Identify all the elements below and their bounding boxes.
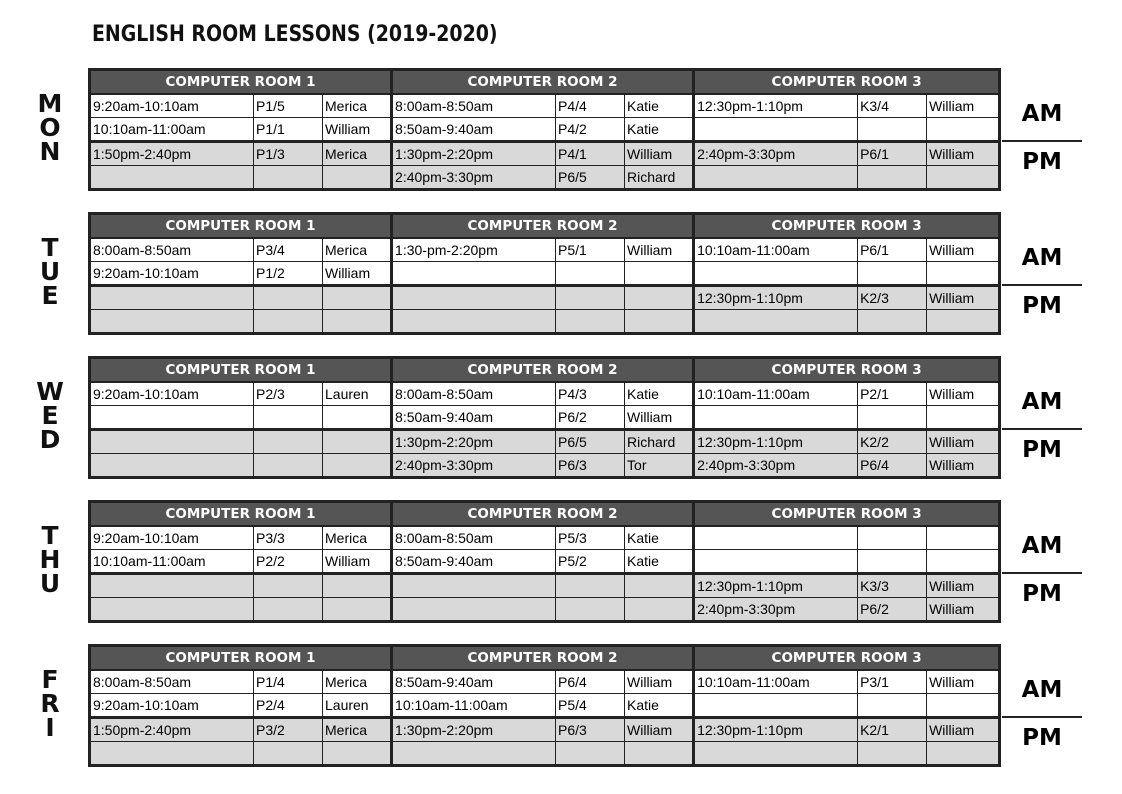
am-pm-divider bbox=[1002, 284, 1082, 286]
time-cell: 1:50pm-2:40pm bbox=[90, 718, 254, 742]
teacher-cell bbox=[323, 430, 392, 454]
time-cell: 8:00am-8:50am bbox=[392, 382, 556, 406]
day-label: F R I bbox=[40, 665, 60, 742]
teacher-cell bbox=[927, 550, 1000, 574]
teacher-cell: William bbox=[927, 142, 1000, 166]
time-cell: 1:50pm-2:40pm bbox=[90, 142, 254, 166]
time-cell: 10:10am-11:00am bbox=[90, 118, 254, 142]
am-pm-labels bbox=[1002, 212, 1082, 319]
teacher-cell bbox=[323, 574, 392, 598]
time-cell: 2:40pm-3:30pm bbox=[694, 454, 858, 478]
teacher-cell bbox=[927, 694, 1000, 718]
time-cell bbox=[90, 574, 254, 598]
day-block-mon bbox=[0, 68, 1122, 185]
room-header: COMPUTER ROOM 3 bbox=[694, 358, 1000, 383]
am-label: AM bbox=[1021, 245, 1063, 271]
time-cell bbox=[90, 166, 254, 190]
page-title: ENGLISH ROOM LESSONS (2019-2020) bbox=[92, 22, 498, 47]
class-cell: K3/3 bbox=[858, 574, 927, 598]
room-header: COMPUTER ROOM 2 bbox=[392, 358, 694, 383]
time-cell bbox=[90, 430, 254, 454]
time-cell: 12:30pm-1:10pm bbox=[694, 718, 858, 742]
table-row bbox=[90, 94, 1000, 118]
time-cell bbox=[90, 286, 254, 310]
time-cell bbox=[694, 310, 858, 334]
am-pm-labels bbox=[1002, 644, 1082, 751]
table-row bbox=[90, 286, 1000, 310]
teacher-cell: William bbox=[927, 430, 1000, 454]
class-cell bbox=[254, 598, 323, 622]
teacher-cell bbox=[927, 166, 1000, 190]
teacher-cell: Richard bbox=[625, 430, 694, 454]
time-cell bbox=[90, 454, 254, 478]
time-cell: 12:30pm-1:10pm bbox=[694, 94, 858, 118]
class-cell: P1/3 bbox=[254, 142, 323, 166]
class-cell bbox=[858, 550, 927, 574]
class-cell bbox=[254, 430, 323, 454]
room-header: COMPUTER ROOM 1 bbox=[90, 358, 392, 383]
table-row bbox=[90, 454, 1000, 478]
class-cell: P2/1 bbox=[858, 382, 927, 406]
table-row bbox=[90, 526, 1000, 550]
class-cell: P1/2 bbox=[254, 262, 323, 286]
teacher-cell: Richard bbox=[625, 166, 694, 190]
class-cell: P3/1 bbox=[858, 670, 927, 694]
time-cell: 9:20am-10:10am bbox=[90, 382, 254, 406]
time-cell: 8:50am-9:40am bbox=[392, 406, 556, 430]
table-row bbox=[90, 118, 1000, 142]
class-cell bbox=[556, 310, 625, 334]
room-header: COMPUTER ROOM 2 bbox=[392, 214, 694, 239]
class-cell: P1/1 bbox=[254, 118, 323, 142]
time-cell: 10:10am-11:00am bbox=[694, 670, 858, 694]
time-cell bbox=[90, 406, 254, 430]
table-row bbox=[90, 550, 1000, 574]
class-cell: P6/2 bbox=[858, 598, 927, 622]
am-pm-labels bbox=[1002, 68, 1082, 175]
class-cell: K2/1 bbox=[858, 718, 927, 742]
teacher-cell bbox=[927, 262, 1000, 286]
class-cell bbox=[254, 574, 323, 598]
class-cell bbox=[556, 262, 625, 286]
class-cell bbox=[858, 118, 927, 142]
teacher-cell: William bbox=[323, 550, 392, 574]
class-cell bbox=[556, 598, 625, 622]
pm-label: PM bbox=[1022, 149, 1062, 175]
day-block-thu bbox=[0, 500, 1122, 617]
teacher-cell: Katie bbox=[625, 382, 694, 406]
class-cell bbox=[254, 310, 323, 334]
class-cell: P6/3 bbox=[556, 718, 625, 742]
room-header: COMPUTER ROOM 3 bbox=[694, 214, 1000, 239]
time-cell: 8:50am-9:40am bbox=[392, 670, 556, 694]
table-row bbox=[90, 718, 1000, 742]
time-cell bbox=[694, 406, 858, 430]
time-cell: 9:20am-10:10am bbox=[90, 526, 254, 550]
class-cell: P6/1 bbox=[858, 238, 927, 262]
teacher-cell: William bbox=[625, 406, 694, 430]
class-cell: K2/3 bbox=[858, 286, 927, 310]
teacher-cell bbox=[927, 406, 1000, 430]
class-cell bbox=[858, 406, 927, 430]
teacher-cell: Merica bbox=[323, 526, 392, 550]
class-cell: P4/3 bbox=[556, 382, 625, 406]
teacher-cell: Katie bbox=[625, 118, 694, 142]
time-cell bbox=[694, 118, 858, 142]
teacher-cell: Katie bbox=[625, 550, 694, 574]
time-cell: 10:10am-11:00am bbox=[694, 238, 858, 262]
teacher-cell: William bbox=[927, 238, 1000, 262]
class-cell bbox=[254, 454, 323, 478]
am-label: AM bbox=[1021, 533, 1063, 559]
class-cell: P4/4 bbox=[556, 94, 625, 118]
class-cell: P6/1 bbox=[858, 142, 927, 166]
class-cell: P1/5 bbox=[254, 94, 323, 118]
am-pm-labels bbox=[1002, 500, 1082, 607]
table-row bbox=[90, 598, 1000, 622]
teacher-cell: Merica bbox=[323, 142, 392, 166]
schedule-table bbox=[88, 500, 1001, 623]
time-cell: 9:20am-10:10am bbox=[90, 694, 254, 718]
time-cell: 8:50am-9:40am bbox=[392, 118, 556, 142]
class-cell: P6/3 bbox=[556, 454, 625, 478]
time-cell: 8:00am-8:50am bbox=[392, 526, 556, 550]
room-header: COMPUTER ROOM 1 bbox=[90, 214, 392, 239]
time-cell: 8:50am-9:40am bbox=[392, 550, 556, 574]
am-pm-divider bbox=[1002, 716, 1082, 718]
time-cell bbox=[392, 262, 556, 286]
teacher-cell: William bbox=[323, 262, 392, 286]
day-label: W E D bbox=[36, 377, 64, 454]
teacher-cell bbox=[927, 310, 1000, 334]
class-cell: P6/4 bbox=[556, 670, 625, 694]
teacher-cell bbox=[625, 262, 694, 286]
class-cell: P6/4 bbox=[858, 454, 927, 478]
time-cell bbox=[694, 550, 858, 574]
time-cell: 2:40pm-3:30pm bbox=[694, 142, 858, 166]
schedule-table bbox=[88, 68, 1001, 191]
room-header: COMPUTER ROOM 1 bbox=[90, 646, 392, 671]
table-row bbox=[90, 742, 1000, 766]
table-row bbox=[90, 406, 1000, 430]
pm-label: PM bbox=[1022, 725, 1062, 751]
class-cell bbox=[556, 286, 625, 310]
class-cell bbox=[858, 694, 927, 718]
teacher-cell: William bbox=[625, 238, 694, 262]
class-cell: P2/3 bbox=[254, 382, 323, 406]
teacher-cell: Tor bbox=[625, 454, 694, 478]
am-label: AM bbox=[1021, 101, 1063, 127]
class-cell: P5/1 bbox=[556, 238, 625, 262]
day-block-fri bbox=[0, 644, 1122, 751]
teacher-cell: William bbox=[927, 382, 1000, 406]
class-cell bbox=[858, 742, 927, 766]
time-cell bbox=[90, 310, 254, 334]
class-cell bbox=[556, 742, 625, 766]
class-cell: P3/3 bbox=[254, 526, 323, 550]
teacher-cell bbox=[323, 286, 392, 310]
class-cell: P5/3 bbox=[556, 526, 625, 550]
time-cell: 12:30pm-1:10pm bbox=[694, 574, 858, 598]
time-cell: 2:40pm-3:30pm bbox=[392, 454, 556, 478]
room-header: COMPUTER ROOM 3 bbox=[694, 70, 1000, 95]
schedule-table bbox=[88, 644, 1001, 767]
class-cell bbox=[858, 262, 927, 286]
time-cell: 8:00am-8:50am bbox=[90, 238, 254, 262]
teacher-cell bbox=[625, 598, 694, 622]
class-cell bbox=[556, 574, 625, 598]
teacher-cell: William bbox=[927, 670, 1000, 694]
room-header: COMPUTER ROOM 3 bbox=[694, 502, 1000, 527]
teacher-cell bbox=[323, 166, 392, 190]
teacher-cell: William bbox=[927, 454, 1000, 478]
teacher-cell bbox=[625, 286, 694, 310]
table-row bbox=[90, 238, 1000, 262]
class-cell bbox=[254, 286, 323, 310]
class-cell bbox=[858, 166, 927, 190]
class-cell: K2/2 bbox=[858, 430, 927, 454]
time-cell bbox=[90, 742, 254, 766]
class-cell bbox=[858, 310, 927, 334]
schedule-table bbox=[88, 212, 1001, 335]
time-cell: 8:00am-8:50am bbox=[90, 670, 254, 694]
time-cell: 9:20am-10:10am bbox=[90, 262, 254, 286]
day-label: M O N bbox=[37, 89, 63, 166]
pm-label: PM bbox=[1022, 581, 1062, 607]
room-header: COMPUTER ROOM 1 bbox=[90, 502, 392, 527]
time-cell bbox=[392, 310, 556, 334]
teacher-cell: Lauren bbox=[323, 382, 392, 406]
time-cell bbox=[392, 598, 556, 622]
teacher-cell bbox=[323, 406, 392, 430]
time-cell bbox=[392, 742, 556, 766]
class-cell bbox=[858, 526, 927, 550]
teacher-cell: Merica bbox=[323, 670, 392, 694]
time-cell bbox=[392, 574, 556, 598]
class-cell: P1/4 bbox=[254, 670, 323, 694]
room-header: COMPUTER ROOM 2 bbox=[392, 502, 694, 527]
time-cell bbox=[694, 694, 858, 718]
time-cell bbox=[694, 526, 858, 550]
class-cell: P6/5 bbox=[556, 430, 625, 454]
table-row bbox=[90, 670, 1000, 694]
teacher-cell: William bbox=[927, 598, 1000, 622]
am-label: AM bbox=[1021, 389, 1063, 415]
time-cell bbox=[392, 286, 556, 310]
am-pm-divider bbox=[1002, 428, 1082, 430]
class-cell: P6/5 bbox=[556, 166, 625, 190]
time-cell: 2:40pm-3:30pm bbox=[694, 598, 858, 622]
teacher-cell bbox=[625, 574, 694, 598]
teacher-cell: Katie bbox=[625, 526, 694, 550]
day-block-wed bbox=[0, 356, 1122, 473]
time-cell bbox=[694, 742, 858, 766]
teacher-cell: William bbox=[927, 94, 1000, 118]
time-cell: 1:30pm-2:20pm bbox=[392, 718, 556, 742]
time-cell: 10:10am-11:00am bbox=[694, 382, 858, 406]
day-block-tue bbox=[0, 212, 1122, 319]
teacher-cell: Merica bbox=[323, 718, 392, 742]
teacher-cell: William bbox=[625, 670, 694, 694]
time-cell bbox=[694, 262, 858, 286]
teacher-cell: William bbox=[625, 718, 694, 742]
time-cell: 8:00am-8:50am bbox=[392, 94, 556, 118]
am-pm-divider bbox=[1002, 140, 1082, 142]
time-cell: 1:30-pm-2:20pm bbox=[392, 238, 556, 262]
table-row bbox=[90, 166, 1000, 190]
teacher-cell bbox=[625, 310, 694, 334]
schedule-table bbox=[88, 356, 1001, 479]
class-cell: P3/4 bbox=[254, 238, 323, 262]
time-cell bbox=[694, 166, 858, 190]
time-cell: 2:40pm-3:30pm bbox=[392, 166, 556, 190]
teacher-cell: William bbox=[927, 718, 1000, 742]
teacher-cell bbox=[927, 118, 1000, 142]
table-row bbox=[90, 574, 1000, 598]
class-cell bbox=[254, 166, 323, 190]
teacher-cell: Merica bbox=[323, 238, 392, 262]
am-pm-labels bbox=[1002, 356, 1082, 463]
teacher-cell: Lauren bbox=[323, 694, 392, 718]
teacher-cell: William bbox=[927, 286, 1000, 310]
time-cell: 12:30pm-1:10pm bbox=[694, 286, 858, 310]
class-cell bbox=[254, 742, 323, 766]
class-cell: P2/4 bbox=[254, 694, 323, 718]
day-label: T H U bbox=[39, 521, 61, 598]
teacher-cell: Katie bbox=[625, 694, 694, 718]
teacher-cell: William bbox=[323, 118, 392, 142]
time-cell: 1:30pm-2:20pm bbox=[392, 142, 556, 166]
class-cell: P5/2 bbox=[556, 550, 625, 574]
room-header: COMPUTER ROOM 2 bbox=[392, 646, 694, 671]
time-cell: 1:30pm-2:20pm bbox=[392, 430, 556, 454]
class-cell: P6/2 bbox=[556, 406, 625, 430]
class-cell: P5/4 bbox=[556, 694, 625, 718]
time-cell: 10:10am-11:00am bbox=[392, 694, 556, 718]
am-pm-divider bbox=[1002, 572, 1082, 574]
pm-label: PM bbox=[1022, 293, 1062, 319]
teacher-cell bbox=[625, 742, 694, 766]
class-cell: K3/4 bbox=[858, 94, 927, 118]
table-row bbox=[90, 694, 1000, 718]
table-row bbox=[90, 262, 1000, 286]
class-cell: P4/2 bbox=[556, 118, 625, 142]
time-cell: 9:20am-10:10am bbox=[90, 94, 254, 118]
time-cell bbox=[90, 598, 254, 622]
time-cell: 12:30pm-1:10pm bbox=[694, 430, 858, 454]
room-header: COMPUTER ROOM 1 bbox=[90, 70, 392, 95]
teacher-cell: Merica bbox=[323, 94, 392, 118]
class-cell: P2/2 bbox=[254, 550, 323, 574]
teacher-cell bbox=[323, 454, 392, 478]
pm-label: PM bbox=[1022, 437, 1062, 463]
class-cell: P4/1 bbox=[556, 142, 625, 166]
table-row bbox=[90, 310, 1000, 334]
class-cell bbox=[254, 406, 323, 430]
room-header: COMPUTER ROOM 2 bbox=[392, 70, 694, 95]
time-cell: 10:10am-11:00am bbox=[90, 550, 254, 574]
table-row bbox=[90, 430, 1000, 454]
table-row bbox=[90, 382, 1000, 406]
teacher-cell: William bbox=[625, 142, 694, 166]
am-label: AM bbox=[1021, 677, 1063, 703]
teacher-cell: William bbox=[927, 574, 1000, 598]
room-header: COMPUTER ROOM 3 bbox=[694, 646, 1000, 671]
teacher-cell bbox=[927, 742, 1000, 766]
day-label: T U E bbox=[39, 233, 61, 310]
table-row bbox=[90, 142, 1000, 166]
teacher-cell bbox=[927, 526, 1000, 550]
class-cell: P3/2 bbox=[254, 718, 323, 742]
teacher-cell bbox=[323, 310, 392, 334]
teacher-cell bbox=[323, 598, 392, 622]
teacher-cell: Katie bbox=[625, 94, 694, 118]
teacher-cell bbox=[323, 742, 392, 766]
